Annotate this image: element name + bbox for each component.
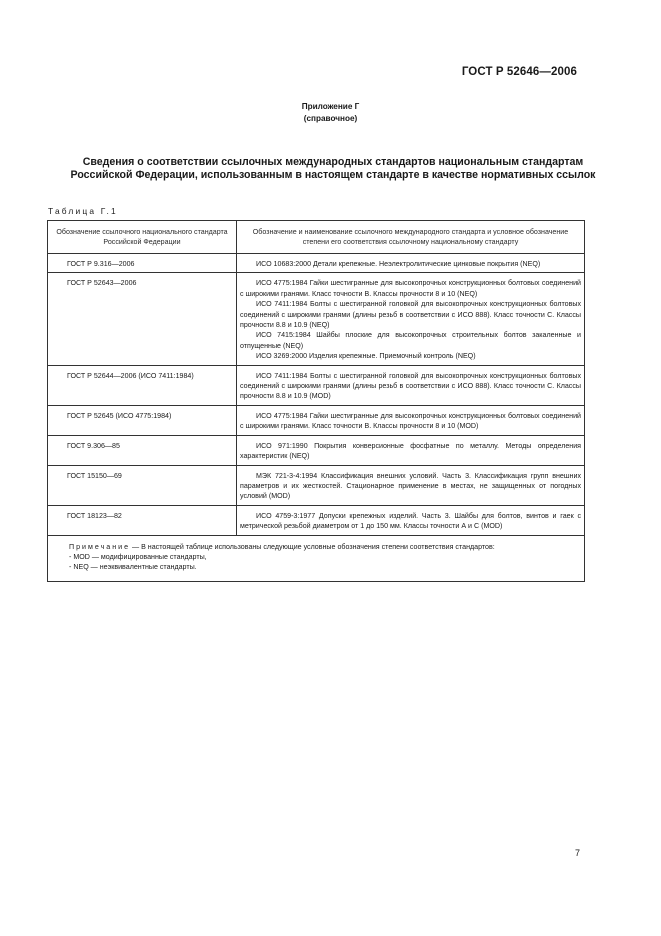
appendix-heading (0, 101, 661, 125)
document-code: ГОСТ Р 52646—2006 (461, 66, 577, 78)
international-standard-cell (237, 365, 585, 405)
table-row (48, 365, 585, 405)
table-row (48, 273, 585, 365)
national-standard-cell: ГОСТ 15150—69 (48, 465, 237, 505)
table-note-row (48, 535, 585, 581)
table-row (48, 465, 585, 505)
reference-entry: ИСО 4759-3:1977 Допуски крепежных изделий. Часть 3. Шайбы для болтов, винтов и гаек с метрической резьбой диаметром от 1 до 150 мм. Классы точности А и С (MOD) (240, 511, 581, 531)
reference-entry: ИСО 3269:2000 Изделия крепежные. Приемочный контроль (NEQ) (256, 352, 476, 361)
section-title: Сведения о соответствии ссылочных международных стандартов национальным стандартам Российской Федерации, использованным в настоящем стандарте в качестве нормативных ссылок (70, 156, 596, 182)
national-standard-cell: ГОСТ Р 52645 (ИСО 4775:1984) (48, 405, 237, 435)
reference-entry: ИСО 4775:1984 Гайки шестигранные для высокопрочных конструкционных болтовых соединений с широкими гранями. Класс точности В. Классы прочности 8 и 10 (MOD) (240, 411, 581, 431)
reference-entry: ИСО 7411:1984 Болты с шестигранной головкой для высокопрочных конструкционных болтовых соединений с широкими гранями (длины резьб в соответствии с ИСО 888). Класс точности С. Классы прочности 8.8 и 10.9 (NEQ) (240, 300, 581, 330)
reference-entry: ИСО 7411:1984 Болты с шестигранной головкой для высокопрочных конструкционных болтовых соединений с широкими гранями (длины резьб в соответствии с ИСО 888). Класс точности С. Классы прочности 8.8 и 10.9 (MOD) (240, 371, 581, 401)
international-standard-cell (237, 505, 585, 535)
national-standard-cell: ГОСТ Р 9.316—2006 (48, 254, 237, 273)
reference-entry: ИСО 10683:2000 Детали крепежные. Неэлектролитические цинковые покрытия (NEQ) (256, 260, 541, 268)
international-standard-cell (237, 435, 585, 465)
correspondence-table (47, 220, 585, 582)
appendix-label: Приложение Г (301, 102, 360, 111)
note-item-mod: - MOD — модифицированные стандарты, (69, 552, 207, 561)
note-label: Примечание (69, 542, 131, 551)
note-item-neq: - NEQ — неэквивалентные стандарты. (69, 563, 197, 572)
header-international-standard: Обозначение и наименование ссылочного международного стандарта и условное обозначение степени его соответствия ссылочному национальному стандарту (237, 221, 585, 254)
national-standard-cell: ГОСТ Р 52644—2006 (ИСО 7411:1984) (48, 365, 237, 405)
note-body: — В настоящей таблице использованы следующие условные обозначения степени соответствия стандартов: (130, 542, 495, 551)
page-number: 7 (575, 848, 581, 858)
international-standard-cell (237, 254, 585, 273)
appendix-type: (справочное) (303, 114, 358, 123)
reference-entry: ИСО 7415:1984 Шайбы плоские для высокопрочных строительных болтов закаленные и отпущенные (NEQ) (240, 331, 581, 350)
table-note (48, 535, 585, 581)
table-caption: Таблица Г.1 (48, 206, 118, 216)
table-row (48, 505, 585, 535)
international-standard-cell (237, 405, 585, 435)
reference-entry: ИСО 971:1990 Покрытия конверсионные фосфатные по металлу. Методы определения характеристик (NEQ) (240, 441, 581, 461)
national-standard-cell: ГОСТ Р 52643—2006 (48, 273, 237, 365)
note-text (53, 542, 579, 552)
header-national-standard: Обозначение ссылочного национального стандарта Российской Федерации (48, 221, 237, 254)
table-row (48, 435, 585, 465)
national-standard-cell: ГОСТ 18123—82 (48, 505, 237, 535)
table-header-row (48, 221, 585, 254)
reference-entry: МЭК 721-3-4:1994 Классификация внешних условий. Часть 3. Классификация групп внешних параметров и их жесткостей. Стационарное применение в местах, не защищенных от погодных условий (MOD) (240, 471, 581, 501)
international-standard-cell (237, 273, 585, 365)
reference-entry: ИСО 4775:1984 Гайки шестигранные для высокопрочных конструкционных болтовых соединений с широкими гранями. Класс точности В. Классы прочности 8 и 10 (NEQ) (240, 279, 581, 298)
national-standard-cell: ГОСТ 9.306—85 (48, 435, 237, 465)
table-row (48, 405, 585, 435)
table-row (48, 254, 585, 273)
international-standard-cell (237, 465, 585, 505)
